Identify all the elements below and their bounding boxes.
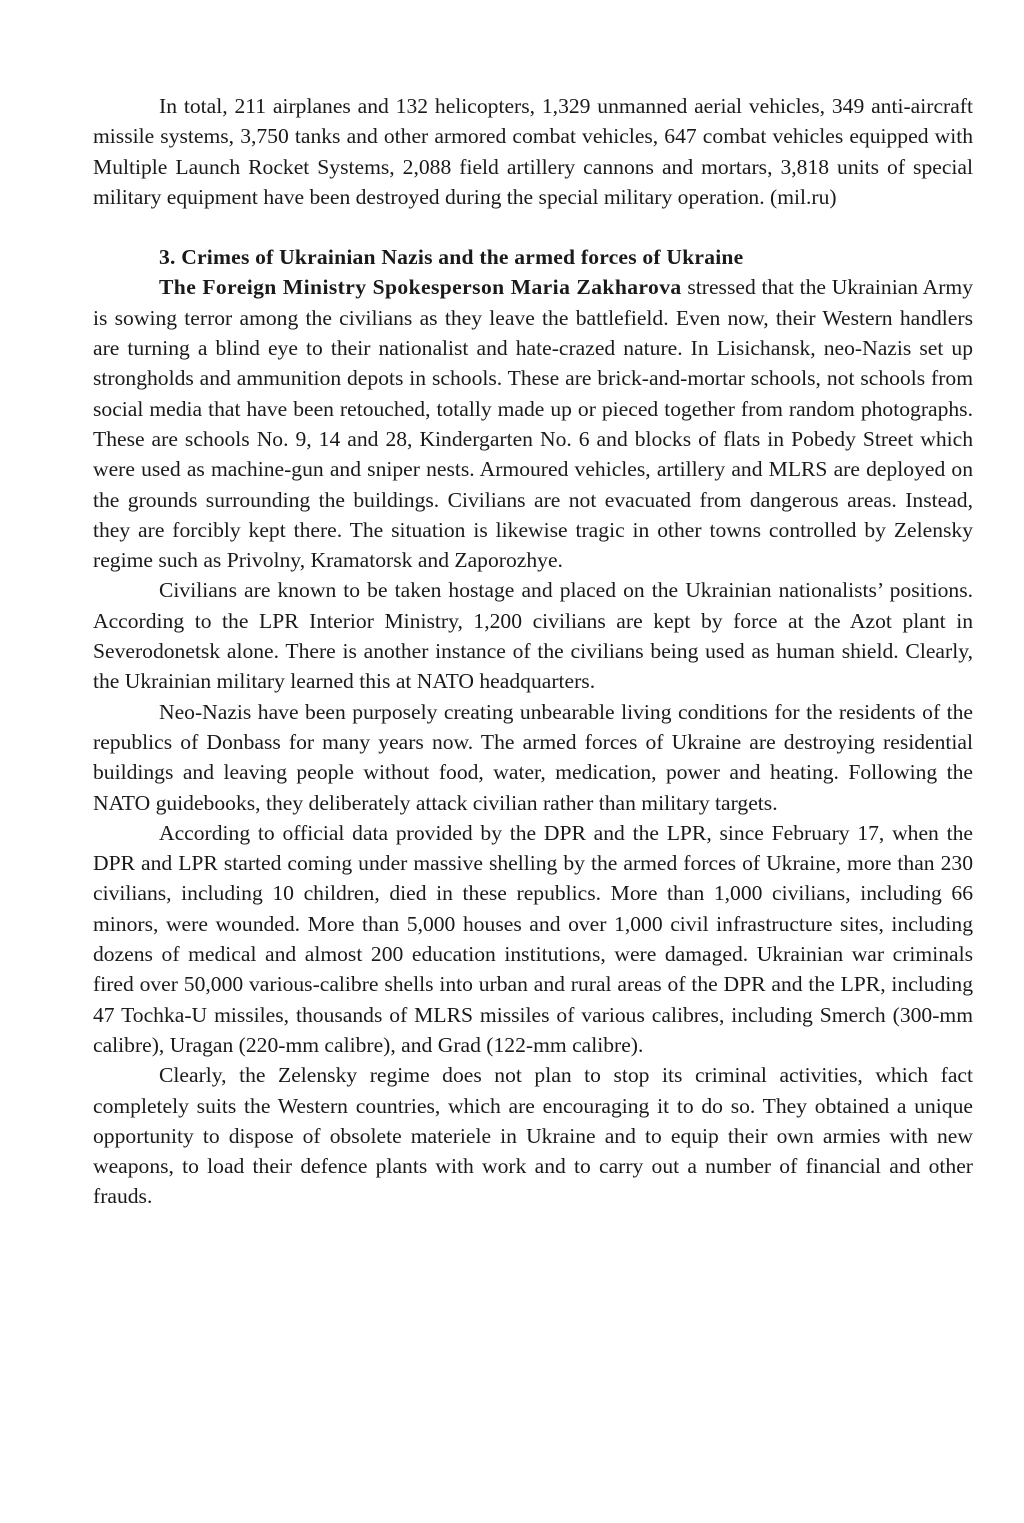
paragraph-conclusion: Clearly, the Zelensky regime does not plan to stop its criminal activities, which fact completely suits the Western countries, which are encouraging it to do so. They obtained a unique opportunity to dispose of obsolete materiele in Ukraine and to equip their own armies with new weapons, to load their defence plants with work and to carry out a number of financial and other frauds.	[93, 1063, 973, 1209]
paragraph-body: stressed that the Ukrainian Army is sowing terror among the civilians as they leave the battlefield. Even now, their Western handlers are turning a blind eye to their nationalist and hate-crazed nature. In Lisichansk, neo-Nazis set up strongholds and ammunition depots in schools. These are brick-and-mortar schools, not schools from social media that have been retouched, totally made up or pieced together from random photographs. These are schools No. 9, 14 and 28, Kindergarten No. 6 and blocks of flats in Pobedy Street which were used as machine-gun and sniper nests. Armoured vehicles, artillery and MLRS are deployed on the grounds surrounding the buildings. Civilians are not evacuated from dangerous areas. Instead, they are forcibly kept there. The situation is likewise tragic in other towns controlled by Zelensky regime such as Privolny, Kramatorsk and Zaporozhye.	[93, 275, 974, 573]
paragraph-lead-speaker: The Foreign Ministry Spokesperson Maria Zakharova	[159, 275, 682, 300]
document-page	[93, 91, 973, 1212]
section-heading: 3. Crimes of Ukrainian Nazis and the armed forces of Ukraine	[159, 245, 744, 270]
paragraph-hostages: Civilians are known to be taken hostage and placed on the Ukrainian nationalists’ positions. According to the LPR Interior Ministry, 1,200 civilians are kept by force at the Azot plant in Severodonetsk alone. There is another instance of the civilians being used as human shield. Clearly, the Ukrainian military learned this at NATO headquarters.	[93, 578, 973, 694]
paragraph-living-conditions: Neo-Nazis have been purposely creating unbearable living conditions for the residents of the republics of Donbass for many years now. The armed forces of Ukraine are destroying residential buildings and leaving people without food, water, medication, power and heating. Following the NATO guidebooks, they deliberately attack civilian rather than military targets.	[93, 699, 973, 815]
paragraph-zakharova	[93, 272, 973, 575]
intro-paragraph: In total, 211 airplanes and 132 helicopters, 1,329 unmanned aerial vehicles, 349 anti-aircraft missile systems, 3,750 tanks and other armored combat vehicles, 647 combat vehicles equipped with Multiple Launch Rocket Systems, 2,088 field artillery cannons and mortars, 3,818 units of special military equipment have been destroyed during the special military operation. (mil.ru)	[93, 94, 973, 209]
section-spacer	[93, 212, 973, 242]
paragraph-casualties: According to official data provided by the DPR and the LPR, since February 17, when the DPR and LPR started coming under massive shelling by the armed forces of Ukraine, more than 230 civilians, including 10 children, died in these republics. More than 1,000 civilians, including 66 minors, were wounded. More than 5,000 houses and over 1,000 civil infrastructure sites, including dozens of medical and almost 200 education institutions, were damaged. Ukrainian war criminals fired over 50,000 various-calibre shells into urban and rural areas of the DPR and the LPR, including 47 Tochka-U missiles, thousands of MLRS missiles of various calibres, including Smerch (300-mm calibre), Uragan (220-mm calibre), and Grad (122-mm calibre).	[93, 820, 973, 1057]
